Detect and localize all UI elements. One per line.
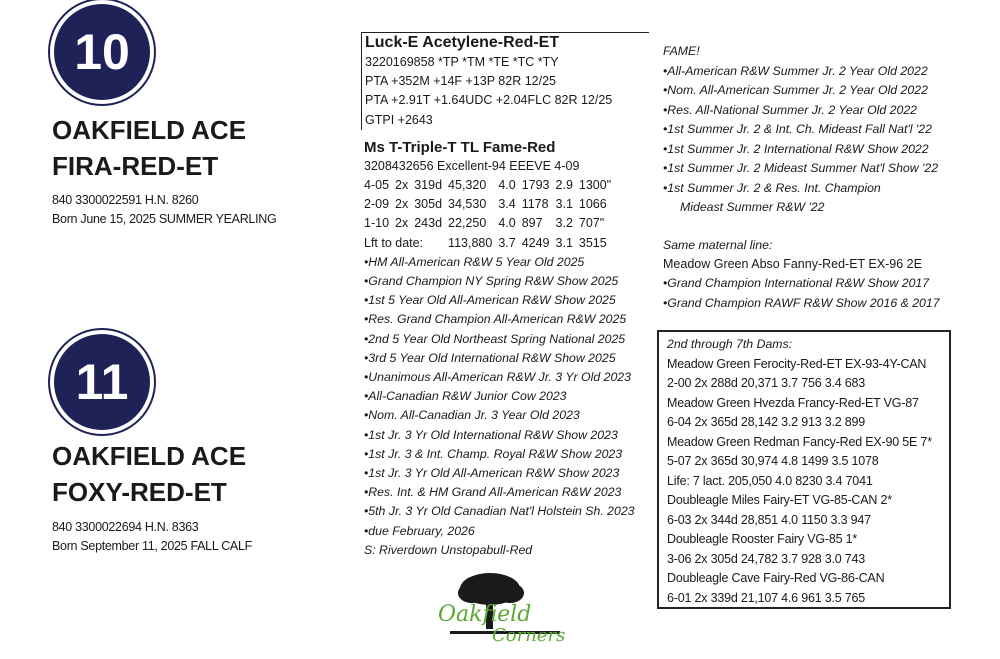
lot-name — [52, 438, 246, 510]
cell: 707" — [578, 216, 605, 231]
sire-line: PTA +352M +14F +13P 82R 12/25 — [365, 74, 556, 89]
cell: Lft to date: — [364, 235, 424, 250]
sire-line: GTPI +2643 — [365, 112, 433, 127]
lot-name-line2: FOXY-RED-ET — [52, 477, 227, 507]
cell: 1793 — [521, 178, 550, 193]
lot-ids: 840 3300022591 H.N. 8260 — [52, 193, 199, 207]
cell: 2x — [395, 178, 409, 193]
dam-name: Ms T-Triple-T TL Fame-Red — [364, 138, 556, 156]
dam-honor: •All-Canadian R&W Junior Cow 2023 — [364, 389, 567, 404]
lot-name — [52, 112, 246, 184]
maternal-header: Same maternal line: — [663, 237, 773, 252]
lot-name-line2: FIRA-RED-ET — [52, 151, 219, 181]
cell: 2x — [395, 216, 409, 231]
table-row — [364, 176, 617, 195]
fame-item: •1st Summer Jr. 2 & Int. Ch. Mideast Fall Nat'l '22 — [663, 122, 932, 136]
dams-line: Meadow Green Ferocity-Red-ET EX-93-4Y-CAN — [667, 356, 927, 371]
dam-honor: •3rd 5 Year Old International R&W Show 2025 — [364, 350, 616, 365]
dam-sire: S: Riverdown Unstopabull-Red — [364, 542, 533, 557]
cell: 4-05 — [364, 178, 390, 193]
fame-item-continuation: Mideast Summer R&W '22 — [680, 200, 825, 214]
dams-line: Doubleagle Miles Fairy-ET VG-85-CAN 2* — [667, 493, 892, 507]
lot-info — [52, 191, 276, 229]
cell: 4.0 — [498, 216, 516, 231]
cell: 243d — [414, 216, 443, 231]
dam-honor: •due February, 2026 — [364, 523, 475, 538]
dam-honor: •Res. Grand Champion All-American R&W 2025 — [364, 312, 627, 327]
lot-ids: 840 3300022694 H.N. 8363 — [52, 520, 199, 534]
oakfield-corners-logo — [430, 565, 580, 645]
pedigree-column — [364, 32, 649, 560]
maternal-item: •Grand Champion RAWF R&W Show 2016 & 2017 — [663, 295, 940, 310]
dam-reg: 3208432656 Excellent-94 EEEVE 4-09 — [364, 158, 580, 173]
dam-honor: •1st 5 Year Old All-American R&W Show 2025 — [364, 293, 616, 308]
cell: 2.9 — [555, 178, 573, 193]
dams-line: Doubleagle Rooster Fairy VG-85 1* — [667, 532, 858, 546]
fame-header: FAME! — [663, 44, 700, 58]
dam-honor: •Res. Int. & HM Grand All-American R&W 2023 — [364, 485, 622, 500]
cell: 2-09 — [364, 197, 390, 212]
maternal-item: •Grand Champion International R&W Show 2017 — [663, 276, 930, 291]
dams-line: Meadow Green Redman Fancy-Red EX-90 5E 7* — [667, 434, 932, 449]
lot-number-badge: 11 — [50, 330, 154, 434]
dams-line: 6-01 2x 339d 21,107 4.6 961 3.5 765 — [667, 590, 866, 605]
cell: 319d — [414, 178, 443, 193]
dam-honor: •1st Jr. 3 Yr Old All-American R&W Show 2023 — [364, 466, 620, 481]
fame-item: •1st Summer Jr. 2 & Res. Int. Champion — [663, 180, 881, 195]
dams-line: 6-04 2x 365d 28,142 3.2 913 3.2 899 — [667, 415, 866, 429]
maternal-name: Meadow Green Abso Fanny-Red-ET EX-96 2E — [663, 257, 922, 271]
fame-item: •1st Summer Jr. 2 International R&W Show 2022 — [663, 141, 929, 156]
sire-block — [361, 32, 649, 130]
dams-line: Meadow Green Hvezda Francy-Red-ET VG-87 — [667, 395, 919, 410]
lot-number-badge: 10 — [50, 0, 154, 104]
cell: 4.0 — [498, 178, 516, 193]
logo-text-line1: Oakfield — [438, 602, 532, 627]
sire-name: Luck-E Acetylene-Red-ET — [365, 34, 560, 51]
dam-honor: •Grand Champion NY Spring R&W Show 2025 — [364, 274, 619, 289]
lot-born: Born September 11, 2025 FALL CALF — [52, 539, 252, 553]
lot-name-line1: OAKFIELD ACE — [52, 115, 247, 145]
cell: 34,530 — [448, 197, 487, 212]
table-row — [364, 214, 617, 233]
cell: 45,320 — [448, 178, 487, 193]
cell: 3.1 — [555, 197, 573, 212]
dams-line: 6-03 2x 344d 28,851 4.0 1150 3.3 947 — [667, 512, 871, 527]
fame-item: •Nom. All-American Summer Jr. 2 Year Old 2022 — [663, 83, 928, 97]
cell: 3515 — [578, 235, 607, 250]
dams-line: 2-00 2x 288d 20,371 3.7 756 3.4 683 — [667, 376, 866, 390]
dam-records — [364, 176, 617, 253]
table-row — [364, 195, 617, 214]
cell: 305d — [414, 197, 443, 212]
dam-honor: •1st Jr. 3 Yr Old International R&W Show 2023 — [364, 427, 618, 442]
dam-honor: •2nd 5 Year Old Northeast Spring National 2025 — [364, 331, 626, 346]
dam-honor: •1st Jr. 3 & Int. Champ. Royal R&W Show 2023 — [364, 446, 623, 461]
fame-item: •Res. All-National Summer Jr. 2 Year Old 2022 — [663, 102, 917, 117]
dam-honor: •Nom. All-Canadian Jr. 3 Year Old 2023 — [364, 408, 580, 423]
cell: 113,880 — [448, 235, 493, 250]
fame-item: •1st Summer Jr. 2 Mideast Summer Nat'l Show '22 — [663, 161, 939, 175]
cell: 22,250 — [448, 216, 487, 231]
cell: 1066 — [578, 197, 607, 212]
table-row — [364, 234, 617, 253]
dam-honor: •5th Jr. 3 Yr Old Canadian Nat'l Holstein Sh. 2023 — [364, 504, 635, 519]
cell: 897 — [521, 216, 543, 231]
fame-item: •All-American R&W Summer Jr. 2 Year Old 2022 — [663, 63, 928, 78]
sire-line: PTA +2.91T +1.64UDC +2.04FLC 82R 12/25 — [365, 93, 613, 108]
dams-line: Doubleagle Cave Fairy-Red VG-86-CAN — [667, 571, 885, 585]
cell: 3.7 — [498, 235, 516, 250]
cell: 3.2 — [555, 216, 573, 231]
dams-header: 2nd through 7th Dams: — [667, 337, 793, 351]
cell: 1-10 — [364, 216, 390, 231]
lot-info — [52, 518, 252, 556]
dam-honor: •HM All-American R&W 5 Year Old 2025 — [364, 254, 585, 269]
cell: 2x — [395, 197, 409, 212]
dams-line: 5-07 2x 365d 30,974 4.8 1499 3.5 1078 — [667, 454, 879, 468]
cell: 1300" — [578, 178, 612, 193]
dams-box — [657, 330, 951, 609]
cell: 1178 — [521, 197, 549, 212]
cell: 3.1 — [555, 235, 573, 250]
dams-line: 3-06 2x 305d 24,782 3.7 928 3.0 743 — [667, 551, 866, 566]
sire-line: 3220169858 *TP *TM *TE *TC *TY — [365, 55, 559, 69]
cell: 4249 — [521, 235, 550, 250]
dams-line: Life: 7 lact. 205,050 4.0 8230 3.4 7041 — [667, 473, 873, 488]
fame-column — [663, 42, 963, 313]
lot-born: Born June 15, 2025 SUMMER YEARLING — [52, 212, 277, 226]
logo-text-line2: Corners — [492, 625, 566, 645]
lot-name-line1: OAKFIELD ACE — [52, 441, 247, 471]
cell: 3.4 — [498, 197, 516, 212]
dam-honor: •Unanimous All-American R&W Jr. 3 Yr Old 2023 — [364, 370, 631, 385]
